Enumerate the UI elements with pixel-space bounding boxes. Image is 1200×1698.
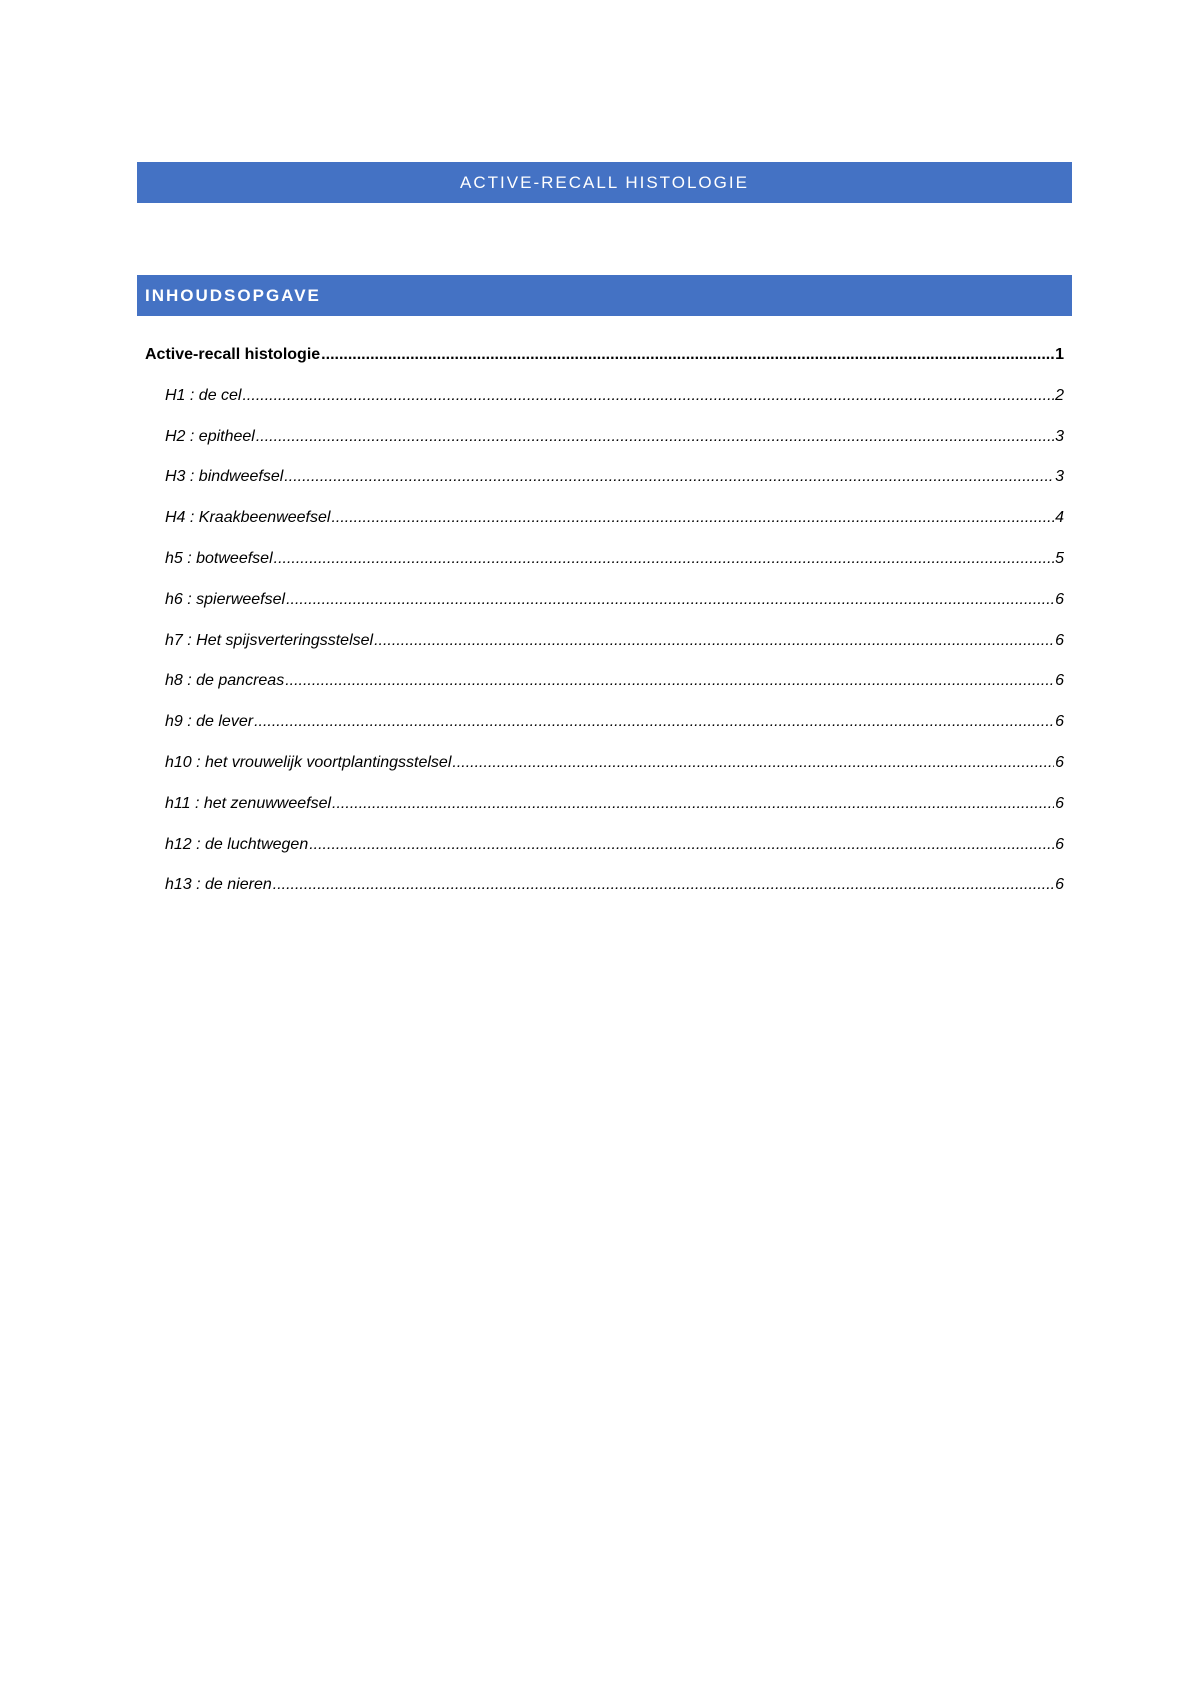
toc-entry-page-number: 6 (1055, 590, 1064, 608)
dot-leader (273, 876, 1054, 894)
toc-entry-h2[interactable] (137, 428, 1064, 469)
toc-heading-banner (137, 275, 1072, 316)
dot-leader (242, 387, 1054, 405)
toc-entry-page-number: 6 (1055, 713, 1064, 731)
toc-entry-page-number: 2 (1055, 386, 1064, 404)
dot-leader (309, 836, 1054, 854)
toc-entry-label: H1 : de cel (165, 386, 242, 404)
toc-entry-label: h7 : Het spijsverteringsstelsel (165, 631, 374, 649)
toc-entry-page-number: 6 (1055, 753, 1064, 771)
toc-entry-label: h13 : de nieren (165, 876, 272, 894)
document-title: ACTIVE-RECALL HISTOLOGIE (460, 172, 749, 192)
toc-entry-h11[interactable] (137, 795, 1064, 836)
toc-entry-page-number: 3 (1055, 427, 1064, 445)
dot-leader (374, 632, 1054, 650)
dot-leader (256, 428, 1054, 446)
toc-entry-label: h11 : het zenuwweefsel (165, 794, 332, 812)
dot-leader (332, 795, 1054, 813)
toc-entry-label: h6 : spierweefsel (165, 590, 286, 608)
toc-entry-h6[interactable] (137, 591, 1064, 632)
dot-leader (452, 754, 1054, 772)
dot-leader (274, 550, 1054, 568)
toc-entry-h12[interactable] (137, 836, 1064, 877)
title-banner (137, 162, 1072, 203)
toc-entry-label: H4 : Kraakbeenweefsel (165, 509, 331, 527)
toc-entry-h13[interactable] (137, 876, 1064, 917)
toc-entry-label: h10 : het vrouwelijk voortplantingsstelsel (165, 753, 452, 771)
toc-entry-h5[interactable] (137, 550, 1064, 591)
dot-leader (284, 468, 1054, 486)
dot-leader (254, 713, 1054, 731)
toc-entry-h7[interactable] (137, 632, 1064, 673)
toc-entry-page-number: 6 (1055, 631, 1064, 649)
dot-leader (321, 346, 1054, 364)
toc-entry-page-number: 6 (1055, 835, 1064, 853)
toc-entry-page-number: 4 (1055, 509, 1064, 527)
toc-entry-label: h8 : de pancreas (165, 672, 285, 690)
toc-entry-h4[interactable] (137, 509, 1064, 550)
dot-leader (286, 591, 1054, 609)
toc-entry-label: h5 : botweefsel (165, 549, 273, 567)
toc-entry-page-number: 5 (1055, 549, 1064, 567)
toc-entry-h1[interactable] (137, 387, 1064, 428)
toc-entry-label: Active-recall histologie (145, 346, 321, 363)
toc-entry-page-number: 6 (1055, 672, 1064, 690)
toc-heading: INHOUDSOPGAVE (145, 285, 321, 305)
toc-entry-label: H3 : bindweefsel (165, 468, 284, 486)
toc-entry-h8[interactable] (137, 672, 1064, 713)
toc-entry-h9[interactable] (137, 713, 1064, 754)
toc-entry-label: H2 : epitheel (165, 427, 255, 445)
toc-entry-label: h12 : de luchtwegen (165, 835, 309, 853)
toc-entry-h3[interactable] (137, 468, 1064, 509)
dot-leader (285, 672, 1054, 690)
toc-entry-page-number: 1 (1055, 346, 1064, 363)
dot-leader (331, 509, 1054, 527)
toc-entry-h10[interactable] (137, 754, 1064, 795)
toc-entry-active-recall-histologie[interactable] (137, 346, 1064, 387)
toc-entry-label: h9 : de lever (165, 713, 254, 731)
table-of-contents (137, 346, 1064, 917)
toc-entry-page-number: 3 (1055, 468, 1064, 486)
toc-entry-page-number: 6 (1055, 794, 1064, 812)
toc-entry-page-number: 6 (1055, 876, 1064, 894)
